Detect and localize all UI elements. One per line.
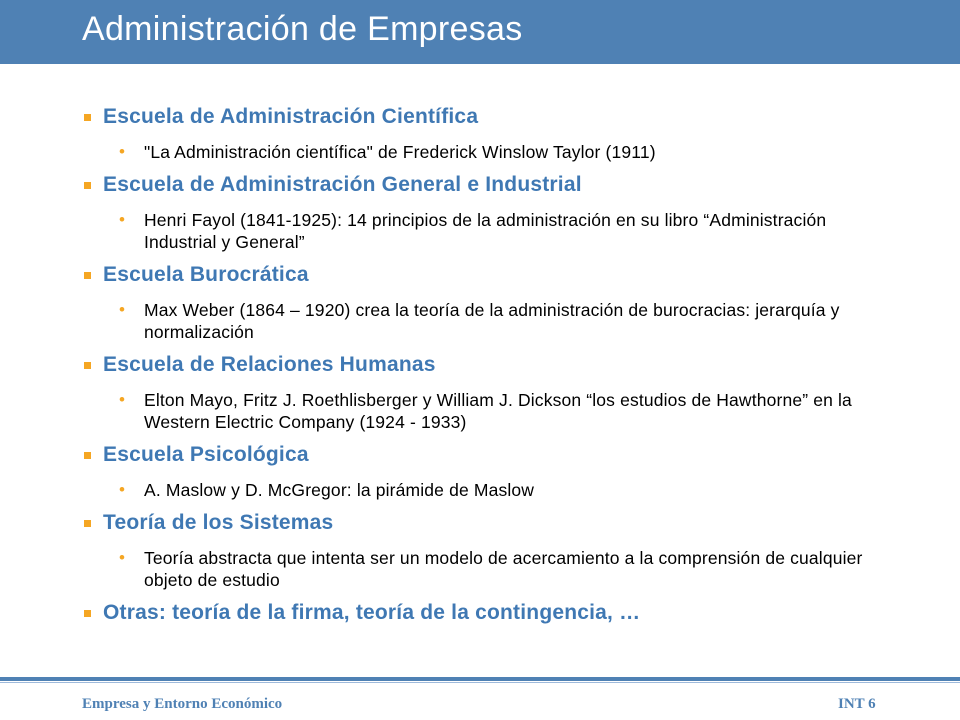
slide-title: Administración de Empresas <box>82 10 523 48</box>
sub-bullet <box>82 141 902 163</box>
title-bar <box>0 0 960 64</box>
section-heading <box>82 599 902 627</box>
sub-bullet <box>82 547 902 591</box>
dot-bullet-icon: • <box>119 210 126 229</box>
footer-page-label: INT 6 <box>838 696 876 712</box>
section-heading-text: Escuela de Administración General e Industrial <box>103 173 582 196</box>
section-heading-text: Escuela de Relaciones Humanas <box>103 353 436 376</box>
square-bullet-icon <box>84 610 91 617</box>
slide-content <box>82 103 902 627</box>
section-heading-text: Escuela Psicológica <box>103 443 309 466</box>
sub-bullet-text: Henri Fayol (1841-1925): 14 principios de la administración en su libro “Administración Industrial y General” <box>144 210 827 252</box>
square-bullet-icon <box>84 520 91 527</box>
footer-divider-thin <box>0 682 960 683</box>
section-heading-text: Escuela de Administración Científica <box>103 105 479 128</box>
square-bullet-icon <box>84 114 91 121</box>
section-heading <box>82 103 902 131</box>
section-heading <box>82 171 902 199</box>
square-bullet-icon <box>84 452 91 459</box>
sub-bullet-text: Max Weber (1864 – 1920) crea la teoría de la administración de burocracias: jerarquía y normalización <box>144 300 840 342</box>
section-heading <box>82 441 902 469</box>
section-heading-text: Escuela Burocrática <box>103 263 309 286</box>
square-bullet-icon <box>84 182 91 189</box>
dot-bullet-icon: • <box>119 390 126 409</box>
square-bullet-icon <box>84 362 91 369</box>
sub-bullet <box>82 299 902 343</box>
sub-bullet-text: Teoría abstracta que intenta ser un modelo de acercamiento a la comprensión de cualquier objeto de estudio <box>144 548 863 590</box>
dot-bullet-icon: • <box>119 142 126 161</box>
footer-divider <box>0 677 960 681</box>
sub-bullet-text: "La Administración científica" de Frederick Winslow Taylor (1911) <box>144 142 656 162</box>
footer-course-name: Empresa y Entorno Económico <box>82 696 283 712</box>
section-heading <box>82 261 902 289</box>
section-heading-text: Teoría de los Sistemas <box>103 511 334 534</box>
sub-bullet-text: A. Maslow y D. McGregor: la pirámide de Maslow <box>144 480 535 500</box>
section-heading <box>82 509 902 537</box>
dot-bullet-icon: • <box>119 300 126 319</box>
sub-bullet <box>82 389 902 433</box>
dot-bullet-icon: • <box>119 480 126 499</box>
square-bullet-icon <box>84 272 91 279</box>
section-heading-text: Otras: teoría de la firma, teoría de la contingencia, … <box>103 601 641 624</box>
dot-bullet-icon: • <box>119 548 126 567</box>
sub-bullet-text: Elton Mayo, Fritz J. Roethlisberger y William J. Dickson “los estudios de Hawthorne” en la Western Electric Company (1924 - 1933) <box>144 390 852 432</box>
sub-bullet <box>82 479 902 501</box>
sub-bullet <box>82 209 902 253</box>
section-heading <box>82 351 902 379</box>
